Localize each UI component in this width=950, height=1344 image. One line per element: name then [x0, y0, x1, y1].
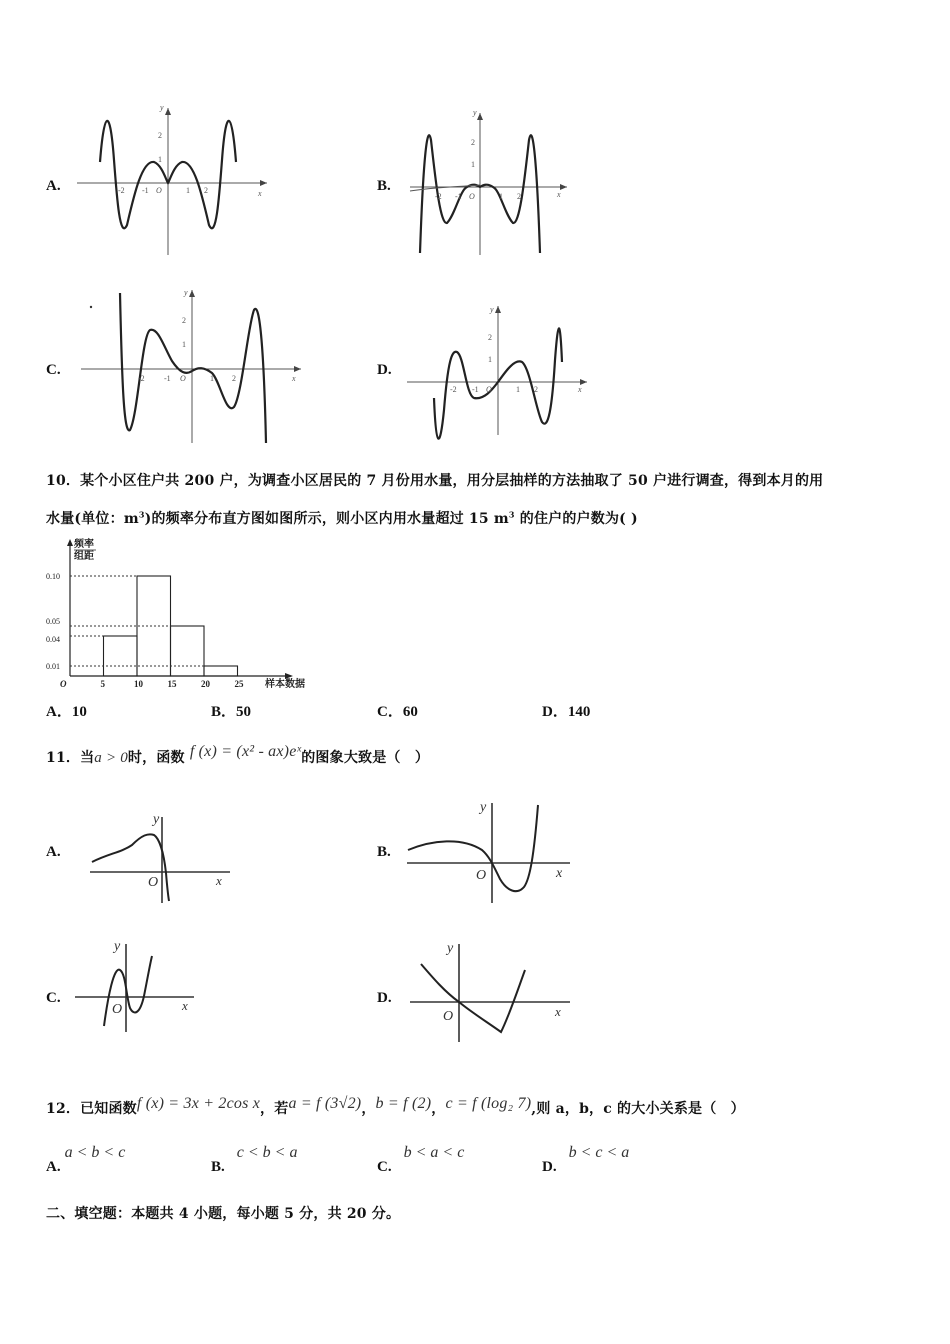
y-axis-label: 频率	[74, 539, 94, 550]
q11-function: f (x) = (x² - ax)eˣ	[189, 743, 302, 760]
histogram-bar	[204, 666, 238, 676]
x-tick-label: 10	[134, 679, 143, 689]
q12-b-def: b = f (2)	[375, 1095, 432, 1112]
svg-text:-1: -1	[142, 186, 149, 195]
svg-text:1: 1	[516, 385, 520, 394]
q11-option-c-graph	[70, 936, 200, 1036]
section-heading: 二、填空题：本题共 4 小题，每小题 5 分，共 20 分。	[46, 1206, 401, 1222]
histogram-bar	[171, 626, 205, 676]
svg-text:-2: -2	[118, 186, 125, 195]
svg-text:1: 1	[210, 374, 214, 383]
q10-choice-d[interactable]: D．140	[542, 704, 591, 720]
svg-text:x: x	[216, 873, 222, 888]
svg-text:x: x	[555, 1004, 561, 1019]
svg-text:-2: -2	[450, 385, 457, 394]
q12-choice-a[interactable]: A.a < b < c	[46, 1144, 126, 1175]
q11-option-c-label[interactable]: C.	[46, 990, 61, 1006]
q12-choice-c[interactable]: C.b < a < c	[377, 1144, 465, 1175]
svg-text:1: 1	[158, 155, 162, 164]
svg-text:O: O	[180, 374, 186, 383]
svg-text:y: y	[473, 108, 477, 117]
q11-text: 11．当a > 0时，函数 f (x) = (x² - ax)eˣ的图象大致是（ ）	[46, 743, 430, 766]
q11-condition: a > 0	[94, 750, 128, 766]
svg-text:2: 2	[232, 374, 236, 383]
svg-text:1: 1	[471, 160, 475, 169]
x-tick-label: 15	[167, 679, 177, 689]
svg-text:x: x	[578, 385, 582, 394]
y-axis-label: 组距	[74, 551, 94, 562]
svg-text:O: O	[469, 192, 475, 201]
svg-text:O: O	[476, 868, 487, 883]
svg-text:x: x	[557, 190, 561, 199]
svg-text:-1: -1	[472, 385, 479, 394]
x-axis-label: 样本数据	[265, 679, 305, 690]
q9-option-c-graph	[76, 285, 306, 450]
y-tick-label: 0.01	[46, 662, 60, 671]
histogram-bar	[104, 636, 138, 676]
q12-text: 12．已知函数f (x) = 3x + 2cos x，若a = f (3√2)，b = f (2)，c = f (log₂ 7),则 a，b，c 的大小关系是（ ）	[46, 1095, 745, 1117]
q10-text-line1: 10．某个小区住户共 200 户，为调查小区居民的 7 月份用水量，用分层抽样的方法抽取了 50 户进行调查，得到本月的用	[46, 473, 824, 489]
svg-text:O: O	[443, 1009, 454, 1024]
q11-option-b-graph	[402, 795, 577, 907]
q11-option-a-graph	[80, 805, 240, 905]
q10-choice-c[interactable]: C．60	[377, 704, 418, 720]
y-axis-arrow	[67, 539, 73, 546]
q9-option-d-label[interactable]: D.	[377, 362, 392, 378]
svg-text:x: x	[182, 998, 188, 1013]
q11-option-d-label[interactable]: D.	[377, 990, 392, 1006]
svg-text:-2: -2	[435, 192, 442, 201]
q12-choice-d[interactable]: D.b < c < a	[542, 1144, 630, 1175]
q12-function: f (x) = 3x + 2cos x	[136, 1095, 261, 1112]
x-tick-label: 5	[100, 679, 105, 689]
svg-text:2: 2	[158, 131, 162, 140]
q9-option-b-label[interactable]: B.	[377, 178, 391, 194]
svg-text:1: 1	[182, 340, 186, 349]
y-tick-label: 0.05	[46, 617, 60, 626]
svg-text:y: y	[153, 812, 160, 827]
svg-text:x: x	[258, 189, 262, 198]
q12-c-def: c = f (log₂ 7)	[445, 1095, 532, 1112]
svg-text:1: 1	[186, 186, 190, 195]
q9-option-a-graph	[72, 100, 272, 265]
q10-choice-b[interactable]: B．50	[211, 704, 252, 720]
svg-text:2: 2	[517, 192, 521, 201]
q10-text-line2: 水量(单位：$m^3$)的频率分布直方图如图所示，则小区内用水量超过 15 $m^3$ 的住户的户数为( )	[46, 509, 638, 527]
q9-option-b-graph	[405, 105, 575, 265]
svg-text:y: y	[160, 103, 164, 112]
q11-option-b-label[interactable]: B.	[377, 844, 391, 860]
svg-text:2: 2	[182, 316, 186, 325]
svg-text:O: O	[156, 186, 162, 195]
svg-text:y: y	[480, 800, 487, 815]
q11-option-a-label[interactable]: A.	[46, 844, 61, 860]
svg-text:y: y	[114, 939, 121, 954]
x-tick-label: 20	[201, 679, 210, 689]
q10-choice-a[interactable]: A．10	[46, 704, 87, 720]
svg-text:2: 2	[534, 385, 538, 394]
svg-text:2: 2	[204, 186, 208, 195]
svg-text:y: y	[184, 288, 188, 297]
q9-option-a-label[interactable]: A.	[46, 178, 61, 194]
svg-text:O: O	[148, 875, 159, 890]
y-tick-label: 0.04	[46, 635, 60, 644]
svg-text:O: O	[486, 385, 492, 394]
svg-text:y: y	[447, 941, 454, 956]
q9-option-c-label[interactable]: C.	[46, 362, 61, 378]
q12-choice-b[interactable]: B.c < b < a	[211, 1144, 298, 1175]
svg-text:x: x	[556, 866, 563, 881]
q10-histogram	[44, 537, 305, 690]
origin-label: O	[60, 679, 67, 689]
svg-text:2: 2	[471, 138, 475, 147]
svg-text:2: 2	[488, 333, 492, 342]
curve	[120, 293, 266, 443]
q11-option-d-graph	[405, 936, 575, 1046]
svg-text:x: x	[292, 374, 296, 383]
svg-text:-1: -1	[455, 192, 462, 201]
q9-option-d-graph	[402, 300, 592, 445]
svg-text:1: 1	[488, 355, 492, 364]
svg-text:O: O	[112, 1002, 123, 1017]
x-tick-label: 25	[234, 679, 244, 689]
svg-text:y: y	[490, 305, 494, 314]
q12-a-def: a = f (3√2)	[288, 1095, 362, 1112]
svg-text:-1: -1	[164, 374, 171, 383]
svg-text:-2: -2	[138, 374, 145, 383]
svg-text:1: 1	[499, 192, 503, 201]
y-tick-label: 0.10	[46, 572, 60, 581]
